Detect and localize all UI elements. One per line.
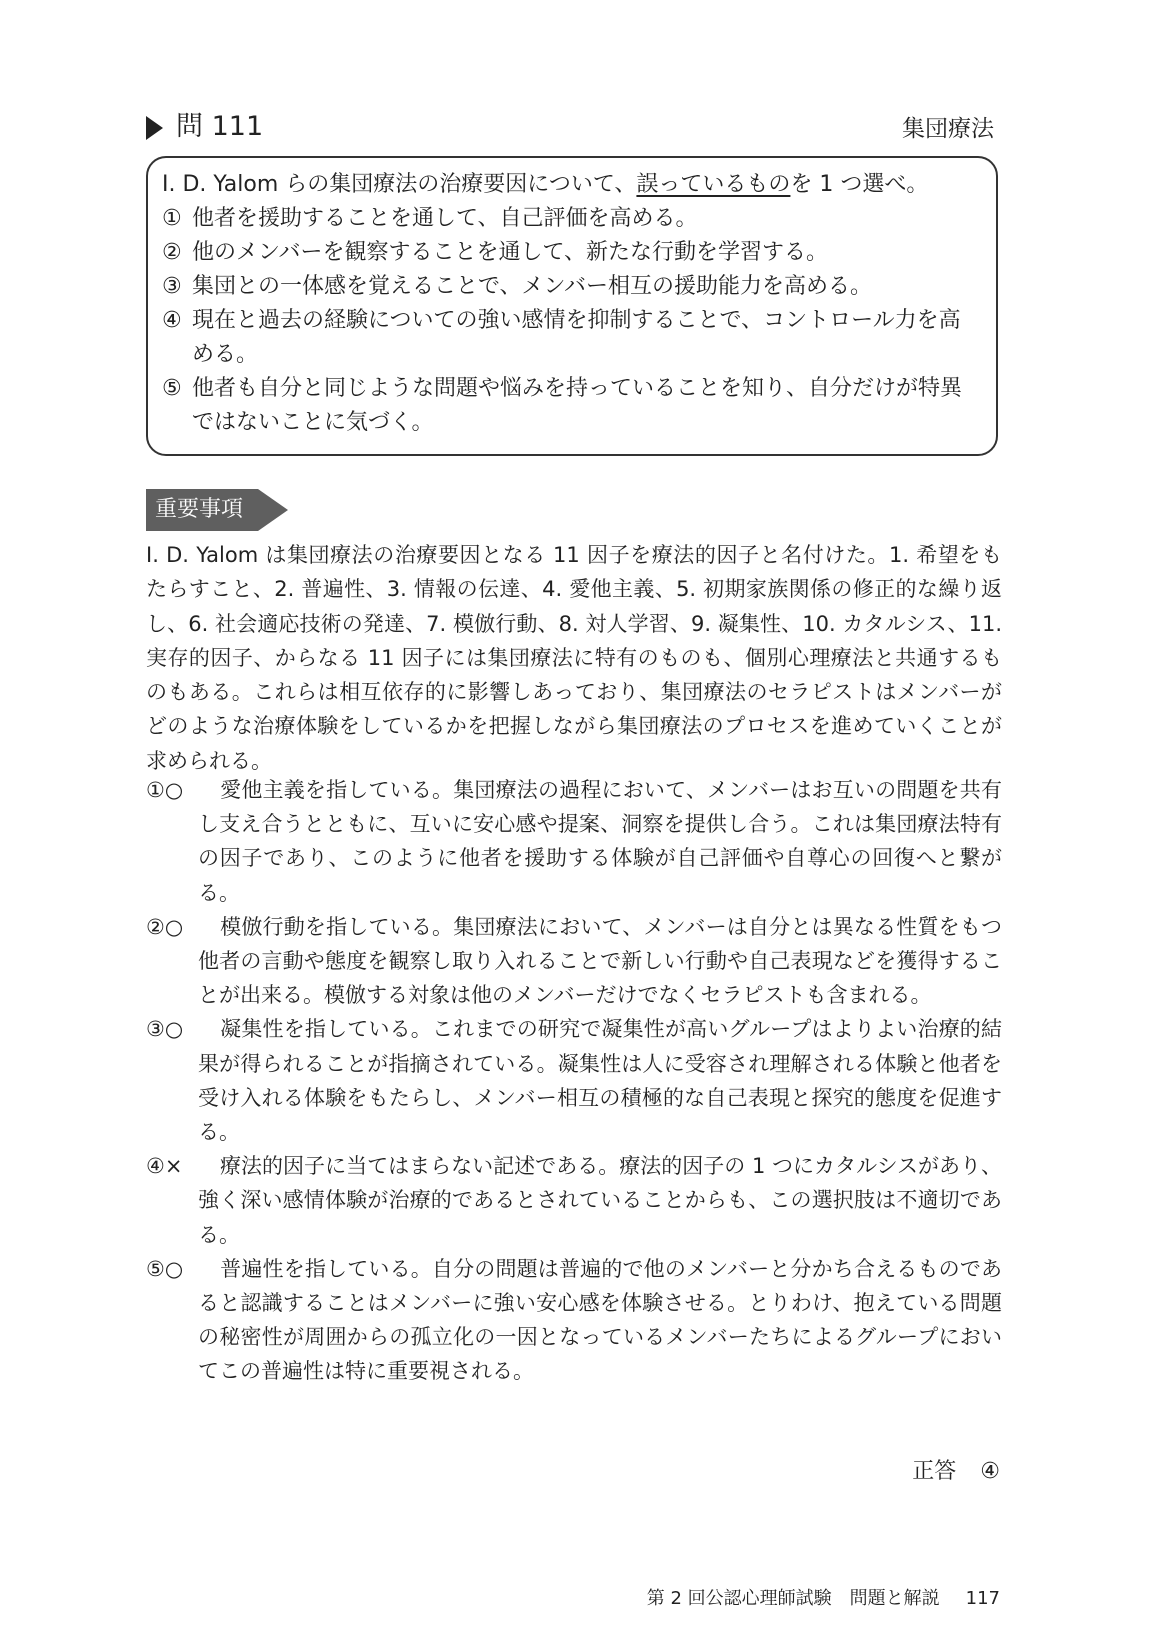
stem-text-after: を 1 つ選べ。: [790, 172, 929, 197]
correct-answer: [912, 1455, 1000, 1489]
explanation-text: 模倣行動を指している。集団療法において、メンバーは自分とは異なる性質をもつ他者の言動や態度を観察し取り入れることで新しい行動や自己表現などを獲得することが出来る。模倣する対象は他のメンバーだけでなくセラピストも含まれる。: [198, 914, 1002, 1008]
key-points-label: [146, 489, 288, 531]
choice-mark: ②: [162, 240, 182, 265]
question-number: 問 111: [176, 111, 264, 142]
page-number: 117: [965, 1588, 1000, 1609]
explanation-text: 凝集性を指している。これまでの研究で凝集性が高いグループはよりよい治療的結果が得られることが指摘されている。凝集性は人に受容され理解される体験と他者を受け入れる体験をもたらし、メンバー相互の積極的な自己表現と探究的態度を促進する。: [198, 1017, 1002, 1145]
question-category: 集団療法: [902, 116, 994, 142]
explanation-number: ①: [146, 778, 165, 802]
explanation-number: ④: [146, 1154, 165, 1179]
explanation-mark: [146, 1252, 183, 1286]
explanation-mark: [146, 1149, 182, 1183]
footer-title: 第 2 回公認心理師試験 問題と解説: [646, 1588, 940, 1609]
question-stem: [162, 168, 928, 202]
choice-item: [162, 372, 982, 440]
choice-text: 他者を援助することを通して、自己評価を高める。: [192, 206, 698, 231]
key-points-label-text: 重要事項: [155, 497, 244, 522]
explanation-text: 普遍性を指している。自分の問題は普遍的で他のメンバーと分かち合えるものであると認識することはメンバーに強い安心感を体験させる。とりわけ、抱えている問題の秘密性が周囲からの孤立化の一因となっているメンバーたちによるグループにおいてこの普遍性は特に重要視される。: [198, 1256, 1002, 1384]
stem-underlined: 誤っているもの: [636, 172, 791, 197]
verdict-mark: ○: [164, 1017, 184, 1042]
explanation-number: ③: [146, 1017, 165, 1042]
choice-mark: ③: [162, 274, 182, 299]
triangle-marker-icon: [146, 116, 163, 140]
choice-text: 他者も自分と同じような問題や悩みを持っていることを知り、自分だけが特異ではないことに気づく。: [192, 376, 963, 435]
explanation-mark: [146, 910, 183, 944]
choice-text: 現在と過去の経験についての強い感情を抑制することで、コントロール力を高める。: [192, 308, 961, 367]
page-footer: [647, 1585, 1000, 1613]
explanation-item: [146, 910, 1002, 1013]
choice-list: [162, 202, 982, 440]
verdict-mark: ×: [164, 1154, 183, 1179]
key-points-text: I. D. Yalom は集団療法の治療要因となる 11 因子を療法的因子と名付けた。1. 希望をもたらすこと、2. 普遍性、3. 情報の伝達、4. 愛他主義、5. 初期家族関係の修正的な繰り返し、6. 社会適応技術の発達、7. 模倣行動、8. 対人学習、9. 凝集性、10. カタルシス、11. 実存的因子、からなる 11 因子には集団療法に特有のものも、個別心理療法と共通するものもある。これらは相互依存的に影響しあっており、集団療法のセラピストはメンバーがどのような治療体験をしているかを把握しながら集団療法のプロセスを進めていくことが求められる。: [146, 543, 1002, 773]
choice-item: [162, 304, 982, 372]
choice-mark: ①: [162, 206, 182, 231]
correct-answer-value: ④: [980, 1459, 1000, 1484]
explanation-item: [146, 1149, 1002, 1252]
verdict-mark: ○: [164, 778, 184, 802]
explanation-item: [146, 1252, 1002, 1389]
choice-text: 他のメンバーを観察することを通して、新たな行動を学習する。: [192, 240, 829, 265]
choice-item: [162, 202, 982, 236]
explanation-item: [146, 773, 1002, 910]
explanation-text: 療法的因子に当てはまらない記述である。療法的因子の 1 つにカタルシスがあり、強く深い感情体験が治療的であるとされていることからも、この選択肢は不適切である。: [198, 1154, 1002, 1247]
explanation-mark: [146, 773, 183, 807]
question-header: [146, 106, 1000, 150]
choice-item: [162, 270, 982, 304]
stem-text-before: I. D. Yalom らの集団療法の治療要因について、: [162, 172, 637, 197]
verdict-mark: ○: [164, 1256, 184, 1281]
explanation-list: [146, 773, 1002, 1389]
explanation-mark: [146, 1012, 183, 1046]
explanation-number: ⑤: [146, 1256, 165, 1281]
explanation-number: ②: [146, 914, 165, 939]
correct-answer-label: 正答: [912, 1459, 957, 1484]
choice-text: 集団との一体感を覚えることで、メンバー相互の援助能力を高める。: [192, 274, 873, 299]
choice-item: [162, 236, 982, 270]
choice-mark: ④: [162, 308, 182, 333]
explanation-item: [146, 1012, 1002, 1149]
choice-mark: ⑤: [162, 376, 182, 401]
verdict-mark: ○: [164, 914, 184, 939]
question-box: [146, 156, 998, 456]
explanation-text: 愛他主義を指している。集団療法の過程において、メンバーはお互いの問題を共有し支え合うとともに、互いに安心感や提案、洞察を提供し合う。これは集団療法特有の因子であり、このように他者を援助する体験が自己評価や自尊心の回復へと繋がる。: [198, 778, 1002, 905]
